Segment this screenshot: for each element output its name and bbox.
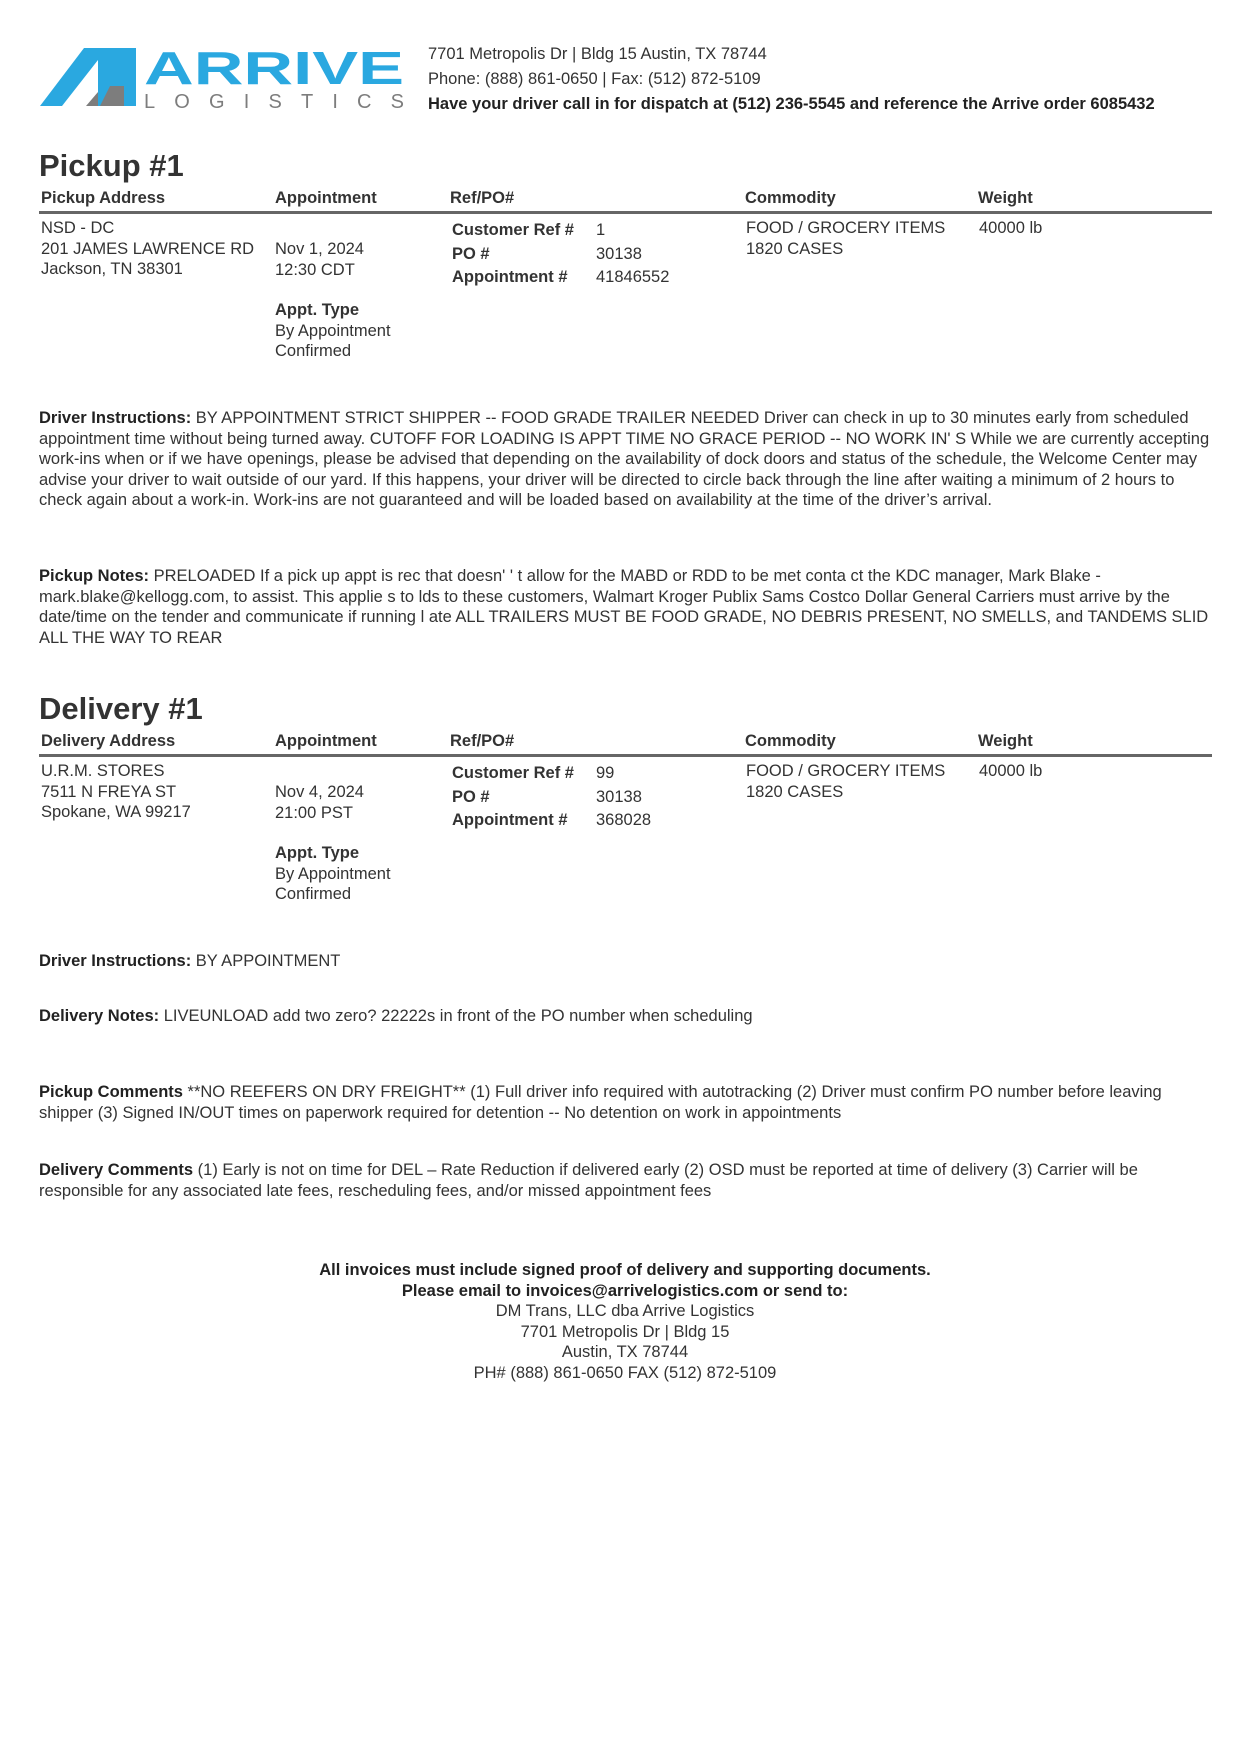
pickup-notes (39, 566, 1215, 648)
header-appointment: Appointment (275, 732, 377, 750)
delivery-refs (452, 762, 651, 833)
delivery-appointment-time: 21:00 PST (275, 803, 353, 822)
delivery-address-street: 7511 N FREYA ST (41, 782, 177, 801)
document-header (40, 42, 1210, 122)
pickup-ref-row (452, 243, 669, 267)
footer-street: 7701 Metropolis Dr | Bldg 15 (520, 1322, 730, 1341)
header-pickup-address: Pickup Address (41, 189, 166, 207)
delivery-appt-type-label: Appt. Type (275, 844, 360, 862)
logo-sub: LOGISTICS (144, 91, 404, 110)
pickup-address (41, 218, 254, 280)
delivery-appointment-date: Nov 4, 2024 (275, 783, 364, 801)
delivery-weight: 40000 lb (979, 762, 1043, 780)
delivery-notes (39, 1006, 1215, 1027)
pickup-commodity (746, 218, 945, 259)
pickup-table-row (39, 214, 1212, 384)
pickup-comments (39, 1082, 1215, 1123)
pickup-address-street: 201 JAMES LAWRENCE RD (41, 239, 255, 258)
delivery-address-name: U.R.M. STORES (41, 762, 165, 780)
header-commodity: Commodity (745, 189, 836, 207)
pickup-driver-instructions-text: BY APPOINTMENT STRICT SHIPPER -- FOOD GRADE TRAILER NEEDED Driver can check in up to 30 minutes early from scheduled appointment time without being turned away. CUTOFF FOR LOADING IS APPT TIME NO GRACE PERIOD -- NO WORK IN' S While we are currently accepting work-ins when or if we have openings, please be advised that depending on the availability of dock doors and status of the schedule, the Welcome Center may advise your driver to wait outside of our yard. If this happens, your driver will be directed to circle back through the line after waiting a minimum of 2 hours to check again about a work-in. Work-ins are not guaranteed and will be loaded based on availability at the time of the driver’s arrival. (39, 409, 1210, 510)
pickup-section (39, 146, 1212, 384)
ref-value: 368028 (596, 811, 652, 829)
delivery-section (39, 689, 1212, 927)
pickup-table-header (39, 189, 1212, 214)
footer-company-name: DM Trans, LLC dba Arrive Logistics (495, 1302, 755, 1321)
delivery-commodity-type: FOOD / GROCERY ITEMS (746, 762, 946, 780)
delivery-notes-text: LIVEUNLOAD add two zero? 22222s in front of the PO number when scheduling (163, 1007, 753, 1025)
pickup-weight: 40000 lb (979, 219, 1043, 237)
company-info (428, 42, 1155, 117)
header-delivery-address: Delivery Address (41, 732, 176, 750)
dispatch-instructions: Have your driver call in for dispatch at (512) 236-5545 and reference the Arrive order 6085432 (428, 95, 1155, 113)
header-weight: Weight (978, 189, 1033, 207)
ref-key: Customer Ref # (452, 221, 574, 239)
pickup-commodity-qty: 1820 CASES (746, 239, 844, 258)
ref-value: 41846552 (596, 268, 670, 286)
delivery-comments-text: (1) Early is not on time for DEL – Rate Reduction if delivered early (2) OSD must be reported at time of delivery (3) Carrier will be responsible for any associated late fees, rescheduling fees, and/or missed appointment fees (39, 1161, 1138, 1200)
pickup-appt-type (275, 300, 391, 362)
delivery-notes-label: Delivery Notes: (39, 1007, 160, 1025)
delivery-table-row (39, 757, 1212, 927)
footer-phone-fax: PH# (888) 861-0650 FAX (512) 872-5109 (473, 1363, 777, 1382)
delivery-commodity (746, 761, 945, 802)
company-phone: Phone: (888) 861-0650 | Fax: (512) 872-5109 (428, 70, 761, 88)
pickup-driver-instructions (39, 408, 1215, 511)
company-address: 7701 Metropolis Dr | Bldg 15 Austin, TX 78744 (428, 45, 767, 63)
pickup-appointment-date: Nov 1, 2024 (275, 240, 364, 258)
pickup-address-name: NSD - DC (41, 219, 115, 237)
pickup-refs (452, 219, 669, 290)
delivery-ref-row (452, 809, 651, 833)
ref-key: PO # (452, 244, 490, 263)
header-weight: Weight (978, 732, 1033, 750)
delivery-commodity-qty: 1820 CASES (746, 782, 844, 801)
header-appointment: Appointment (275, 189, 377, 207)
pickup-address-city: Jackson, TN 38301 (41, 260, 183, 278)
ref-value: 1 (596, 221, 606, 239)
delivery-appt-type (275, 843, 391, 905)
invoice-footer (120, 1260, 1130, 1384)
logo-word: ARRIVE (144, 46, 404, 94)
delivery-title: Delivery #1 (39, 691, 203, 726)
pickup-driver-instructions-label: Driver Instructions: (39, 409, 192, 427)
delivery-appointment (275, 782, 364, 823)
delivery-appt-status: Confirmed (275, 885, 352, 903)
ref-key: Appointment # (452, 811, 568, 829)
pickup-notes-label: Pickup Notes: (39, 567, 150, 585)
pickup-appt-type-value: By Appointment (275, 321, 391, 340)
delivery-comments (39, 1160, 1215, 1201)
footer-invoice-requirement: All invoices must include signed proof of delivery and supporting documents. (319, 1261, 931, 1279)
delivery-driver-instructions-label: Driver Instructions: (39, 952, 192, 970)
delivery-table-header (39, 732, 1212, 757)
delivery-comments-label: Delivery Comments (39, 1161, 194, 1179)
ref-key: Customer Ref # (452, 764, 574, 782)
delivery-ref-row (452, 762, 651, 786)
footer-city: Austin, TX 78744 (561, 1343, 689, 1362)
pickup-appt-status: Confirmed (275, 342, 352, 360)
pickup-commodity-type: FOOD / GROCERY ITEMS (746, 219, 946, 237)
delivery-driver-instructions-text: BY APPOINTMENT (195, 952, 341, 970)
pickup-ref-row (452, 266, 669, 290)
delivery-driver-instructions (39, 951, 1215, 972)
ref-key: Appointment # (452, 268, 568, 286)
delivery-appt-type-value: By Appointment (275, 864, 391, 883)
pickup-comments-text: **NO REEFERS ON DRY FREIGHT** (1) Full driver info required with autotracking (2) Driver must confirm PO number before leaving shipper (3) Signed IN/OUT times on paperwork required for detention -- No detention on work in appointments (39, 1083, 1162, 1122)
header-ref-po: Ref/PO# (450, 189, 515, 207)
pickup-appointment-time: 12:30 CDT (275, 260, 355, 279)
header-ref-po: Ref/PO# (450, 732, 515, 750)
pickup-comments-label: Pickup Comments (39, 1083, 183, 1101)
arrive-logistics-logo (40, 46, 408, 110)
pickup-title: Pickup #1 (39, 148, 184, 183)
delivery-address (41, 761, 191, 823)
pickup-appt-type-label: Appt. Type (275, 301, 360, 319)
footer-invoice-email: Please email to invoices@arrivelogistics.com or send to: (401, 1281, 849, 1300)
ref-value: 30138 (596, 787, 642, 806)
pickup-appointment (275, 239, 364, 280)
delivery-ref-row (452, 786, 651, 810)
ref-key: PO # (452, 787, 490, 806)
ref-value: 99 (596, 764, 615, 782)
pickup-ref-row (452, 219, 669, 243)
pickup-notes-text: PRELOADED If a pick up appt is rec that doesn' ' t allow for the MABD or RDD to be met conta ct the KDC manager, Mark Blake - mark.blake@kellogg.com, to assist. This applie s to lds to these customers, Walmart Kroger Publix Sams Costco Dollar General Carriers must arrive by the date/time on the tender and communicate if running l ate ALL TRAILERS MUST BE FOOD GRADE, NO DEBRIS PRESENT, NO SMELLS, and TANDEMS SLID ALL THE WAY TO REAR (39, 567, 1209, 647)
ref-value: 30138 (596, 244, 642, 263)
header-commodity: Commodity (745, 732, 836, 750)
delivery-address-city: Spokane, WA 99217 (41, 803, 191, 821)
